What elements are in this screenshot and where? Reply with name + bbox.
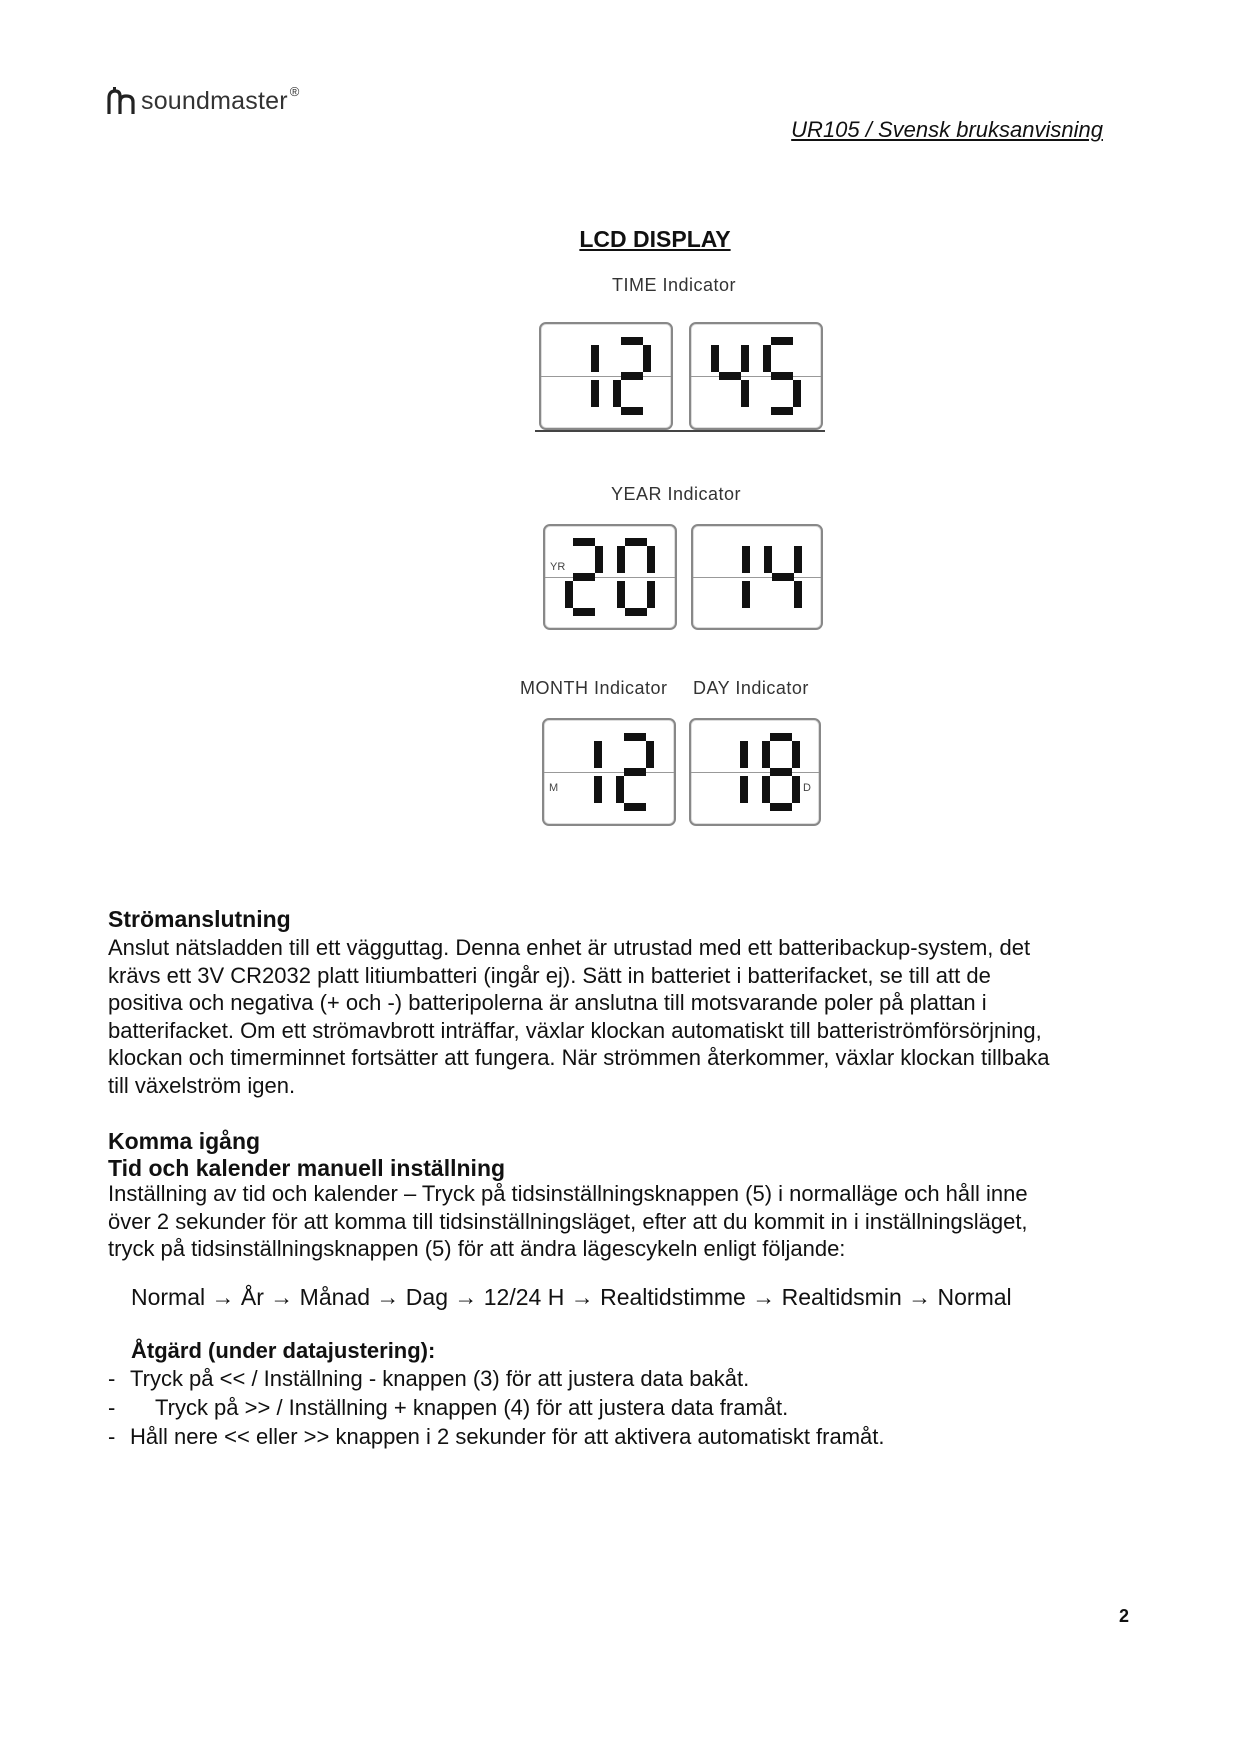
lcd-segment [565, 581, 573, 608]
power-line: Anslut nätsladden till ett vägguttag. Denna enhet är utrustad med ett batteribackup-system, det [108, 935, 1031, 960]
power-line: krävs ett 3V CR2032 platt litiumbatteri (ingår ej). Sätt in batteriet i batterifacket, se till att de [108, 962, 991, 988]
lcd-segment [643, 345, 651, 372]
time-indicator-label: TIME Indicator [612, 275, 737, 295]
lcd-segment [741, 345, 749, 372]
lcd-segment [594, 776, 602, 803]
time-underline [535, 430, 825, 432]
lcd-segment [621, 407, 643, 415]
lcd-segment [719, 372, 741, 380]
lcd-segment [771, 407, 793, 415]
lcd-time-minutes [689, 322, 823, 430]
lcd-segment [740, 741, 748, 768]
lcd-segment [616, 776, 624, 803]
lcd-segment [621, 372, 643, 380]
registered-mark: ® [289, 83, 300, 99]
lcd-segment [771, 372, 793, 380]
lcd-segment [573, 573, 595, 581]
setting-line: Inställning av tid och kalender – Tryck på tidsinställningsknappen (5) i normalläge och håll inne [108, 1181, 1028, 1206]
lcd-segment [646, 741, 654, 768]
lcd-segment [595, 546, 603, 573]
lcd-segment [591, 380, 599, 407]
lcd-segment [772, 573, 794, 581]
lcd-year-decade [691, 524, 823, 630]
lcd-segment [770, 803, 792, 811]
bullet-dash: - [108, 1366, 116, 1391]
power-heading: Strömanslutning [108, 906, 291, 932]
lcd-segment [793, 380, 801, 407]
power-line: klockan och timerminnet fortsätter att fungera. När strömmen återkommer, växlar klockan tillbaka [108, 1045, 1050, 1070]
bullet-dash: - [108, 1424, 116, 1449]
lcd-segment [794, 581, 802, 608]
action-heading: Åtgärd (under datajustering): [131, 1338, 436, 1363]
lcd-segment [770, 768, 792, 776]
power-line: till växelström igen. [108, 1072, 296, 1098]
bullet-dash: - [108, 1395, 116, 1420]
mode-cycle: Normal → År → Månad → Dag → 12/24 H → Realtidstimme → Realtidsmin → Normal [131, 1284, 1012, 1310]
month-indicator-label: MONTH Indicator [520, 678, 668, 698]
bullet-text: Tryck på >> / Inställning + knappen (4) för att justera data framåt. [155, 1395, 789, 1420]
lcd-segment [792, 776, 800, 803]
lcd-segment [647, 546, 655, 573]
day-tag: D [803, 782, 811, 794]
lcd-segment [613, 380, 621, 407]
lcd-segment [762, 776, 770, 803]
year-century-digits [545, 526, 675, 628]
lcd-segment [794, 546, 802, 573]
setting-line: över 2 sekunder för att komma till tidsinställningsläget, efter att du kommit in i inställningsläget, [108, 1208, 1028, 1234]
lcd-month [542, 718, 676, 826]
getting-started-heading: Komma igång [108, 1128, 261, 1154]
lcd-segment [740, 776, 748, 803]
lcd-segment [573, 538, 595, 546]
lcd-segment [625, 538, 647, 546]
lcd-segment [770, 733, 792, 741]
time-minutes-digits [691, 324, 821, 428]
year-indicator-label: YEAR Indicator [611, 484, 742, 504]
power-line: positiva och negativa (+ och -) batteripolerna är anslutna till motsvarande poler på plattan i [108, 990, 987, 1015]
lcd-segment [573, 608, 595, 616]
lcd-segment [763, 345, 771, 372]
setting-paragraph [108, 1180, 1148, 1263]
month-digits [544, 720, 674, 824]
lcd-segment [624, 733, 646, 741]
power-line: batterifacket. Om ett strömavbrott inträffar, växlar klockan automatiskt till batteriströmförsörjning, [108, 1017, 1042, 1043]
time-hours-digits [541, 324, 671, 428]
lcd-segment [625, 608, 647, 616]
manual-setting-subheading: Tid och kalender manuell inställning [108, 1155, 506, 1181]
lcd-segment [621, 337, 643, 345]
lcd-display-heading: LCD DISPLAY [579, 226, 731, 252]
setting-line: tryck på tidsinställningsknappen (5) för att ändra lägescykeln enligt följande: [108, 1236, 846, 1261]
lcd-segment [792, 741, 800, 768]
year-tag: YR [550, 561, 566, 573]
lcd-day [689, 718, 821, 826]
lcd-segment [711, 345, 719, 372]
lcd-time-hours [539, 322, 673, 430]
page-number: 2 [1118, 1606, 1129, 1626]
year-decade-digits [693, 526, 821, 628]
lcd-segment [591, 345, 599, 372]
soundmaster-logo-icon [107, 86, 137, 116]
lcd-segment [771, 337, 793, 345]
month-tag: M [549, 782, 559, 794]
lcd-segment [617, 581, 625, 608]
day-indicator-label: DAY Indicator [693, 678, 809, 698]
lcd-segment [617, 546, 625, 573]
brand-name: soundmaster [141, 86, 288, 115]
lcd-segment [741, 380, 749, 407]
lcd-segment [762, 741, 770, 768]
lcd-segment [742, 581, 750, 608]
bullet-text: Tryck på << / Inställning - knappen (3) för att justera data bakåt. [130, 1366, 750, 1391]
lcd-year-century [543, 524, 677, 630]
bullet-text: Håll nere << eller >> knappen i 2 sekunder för att aktivera automatiskt framåt. [130, 1424, 885, 1449]
lcd-segment [742, 546, 750, 573]
power-paragraph [108, 934, 1148, 1099]
lcd-segment [594, 741, 602, 768]
lcd-segment [624, 768, 646, 776]
brand-logo [107, 83, 300, 116]
lcd-segment [647, 581, 655, 608]
lcd-segment [624, 803, 646, 811]
day-digits [691, 720, 819, 824]
document-title: UR105 / Svensk bruksanvisning [791, 117, 1103, 142]
lcd-segment [764, 546, 772, 573]
